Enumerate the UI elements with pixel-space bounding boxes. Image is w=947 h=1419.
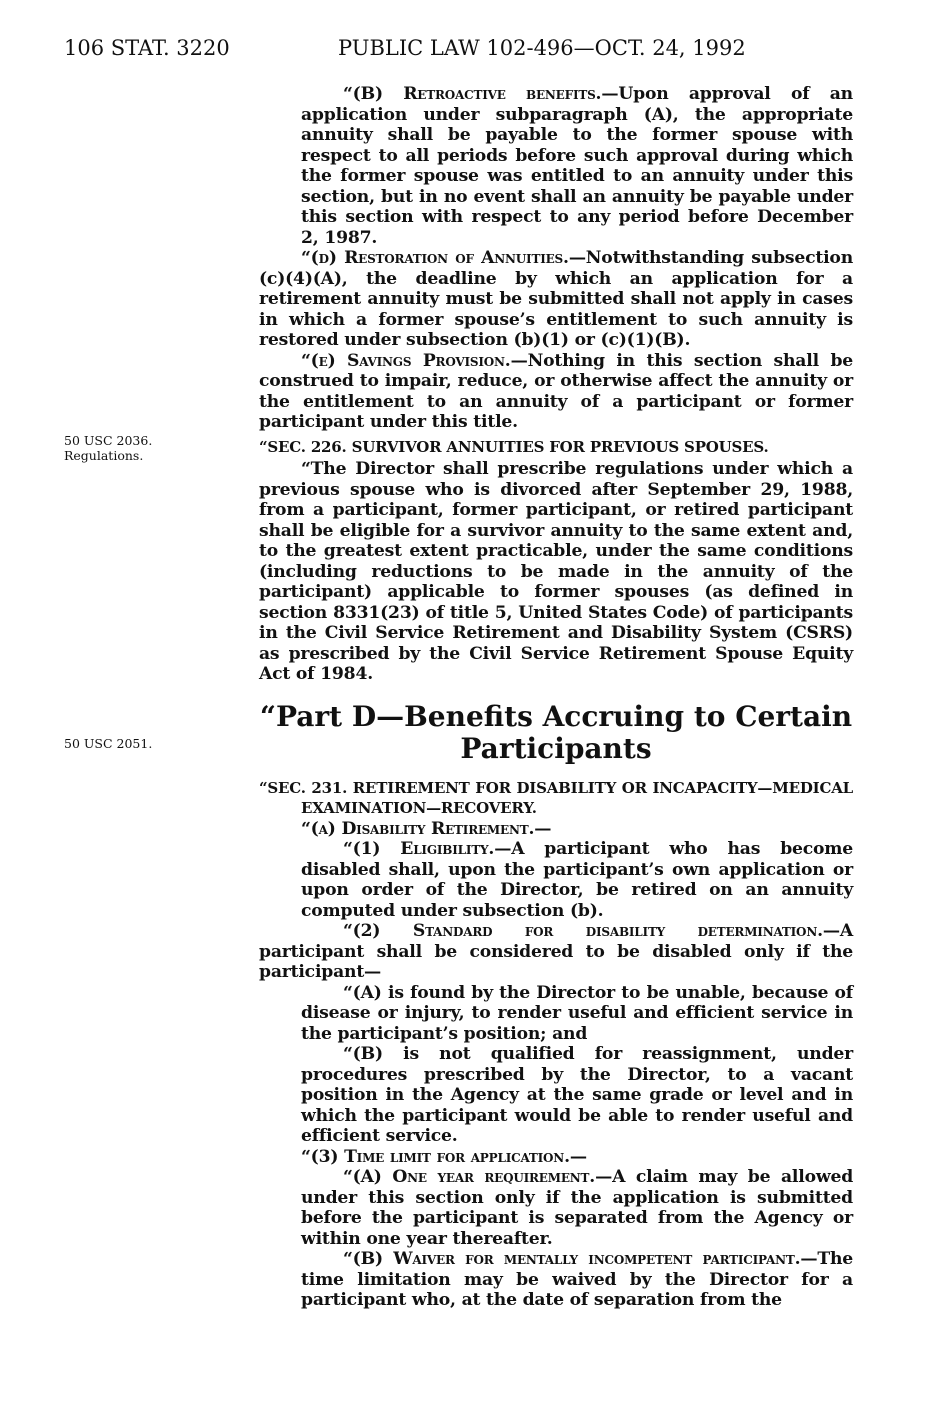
para-a2A: “(A) is found by the Director to be unable, because of disease or injury, to render useful and efficient service in the participant’s position; and <box>301 982 853 1044</box>
margin-topic: Regulations. <box>64 448 144 463</box>
para-heading: “(B) Retroactive benefits. <box>343 84 602 104</box>
para-a-disability-retirement <box>259 819 853 840</box>
para-heading: “(B) Waiver for mentally incompetent participant. <box>343 1249 801 1269</box>
para-d-restoration: “(d) Restoration of Annuities.—Notwithstanding subsection (c)(4)(A), the deadline by which an application for a retirement annuity must be submitted shall not apply in cases in which a former spouse’s entitlement to such annuity is restored under subsection (b)(1) or (c)(1)(B). <box>259 248 853 350</box>
margin-note-usc-2051 <box>64 736 152 751</box>
statute-body <box>259 84 853 1311</box>
para-a2-standard: “(2) Standard for disability determination.—A participant shall be considered to be disabled only if the participant— <box>259 921 853 982</box>
para-heading: “(3) Time limit for application.— <box>301 1146 587 1167</box>
margin-citation: 50 USC 2036. <box>64 433 153 448</box>
section-231-heading: “SEC. 231. RETIREMENT FOR DISABILITY OR INCAPACITY—MEDICAL EXAMINATION—RECOVERY. <box>259 778 853 817</box>
para-e-savings: “(e) Savings Provision.—Nothing in this section shall be construed to impair, reduce, or otherwise affect the annuity or the entitlement to an annuity of a participant or former participant under this title. <box>259 350 853 432</box>
running-header <box>64 36 907 62</box>
para-a3A-one-year: “(A) One year requirement.—A claim may be allowed under this section only if the application is submitted before the participant is separated from the Agency or within one year thereafter. <box>301 1167 854 1249</box>
para-heading: “(e) Savings Provision. <box>301 350 511 371</box>
section-226-heading: “SEC. 226. SURVIVOR ANNUITIES FOR PREVIOUS SPOUSES. <box>259 437 769 456</box>
para-a1-eligibility: “(1) Eligibility.—A participant who has become disabled shall, upon the participant’s own application or upon order of the Director, be retired on an annuity computed under subsection (b). <box>301 839 853 921</box>
para-b-retroactive-benefits: “(B) Retroactive benefits.—Upon approval of an application under subparagraph (A), the appropriate annuity shall be payable to the former spouse with respect to all periods before such approval during which the former spouse was entitled to an annuity under this section, but in no event shall an annuity be payable under this section with respect to any period before December 2, 1987. <box>301 84 853 248</box>
para-a3-time-limit <box>259 1147 853 1168</box>
para-a2B: “(B) is not qualified for reassignment, under procedures prescribed by the Director, to a vacant position in the Agency at the same grade or level and in which the participant would be able to render useful and efficient service. <box>301 1044 853 1146</box>
margin-citation: 50 USC 2051. <box>64 736 153 751</box>
para-heading: “(a) Disability Retirement.— <box>301 818 552 839</box>
para-a3B-waiver: “(B) Waiver for mentally incompetent participant.—The time limitation may be waived by the Director for a participant who, at the date of separation from the <box>301 1249 853 1310</box>
page-folio: 106 STAT. 3220 <box>64 36 230 60</box>
margin-note-usc-2036 <box>64 433 152 463</box>
para-heading: “(1) Eligibility. <box>343 839 495 859</box>
para-heading: “(A) One year requirement. <box>343 1167 596 1187</box>
section-226-text: “The Director shall prescribe regulations under which a previous spouse who is divorced after September 29, 1988, from a participant, former participant, or retired participant shall be eligible for a survivor annuity to the same extent and, to the greatest extent practicable, under the same conditions (including reductions to be made in the annuity of the participant) applicable to former spouses (as defined in section 8331(23) of title 5, United States Code) of participants in the Civil Service Retirement and Disability System (CSRS) as prescribed by the Civil Service Retirement Spouse Equity Act of 1984. <box>259 459 853 684</box>
part-d-title: “Part D—Benefits Accruing to Certain Participants <box>259 699 853 765</box>
running-title: PUBLIC LAW 102-496—OCT. 24, 1992 <box>338 36 746 60</box>
para-heading: “(d) Restoration of Annuities. <box>301 248 569 268</box>
para-heading: “(2) Standard for disability determination. <box>343 921 823 941</box>
